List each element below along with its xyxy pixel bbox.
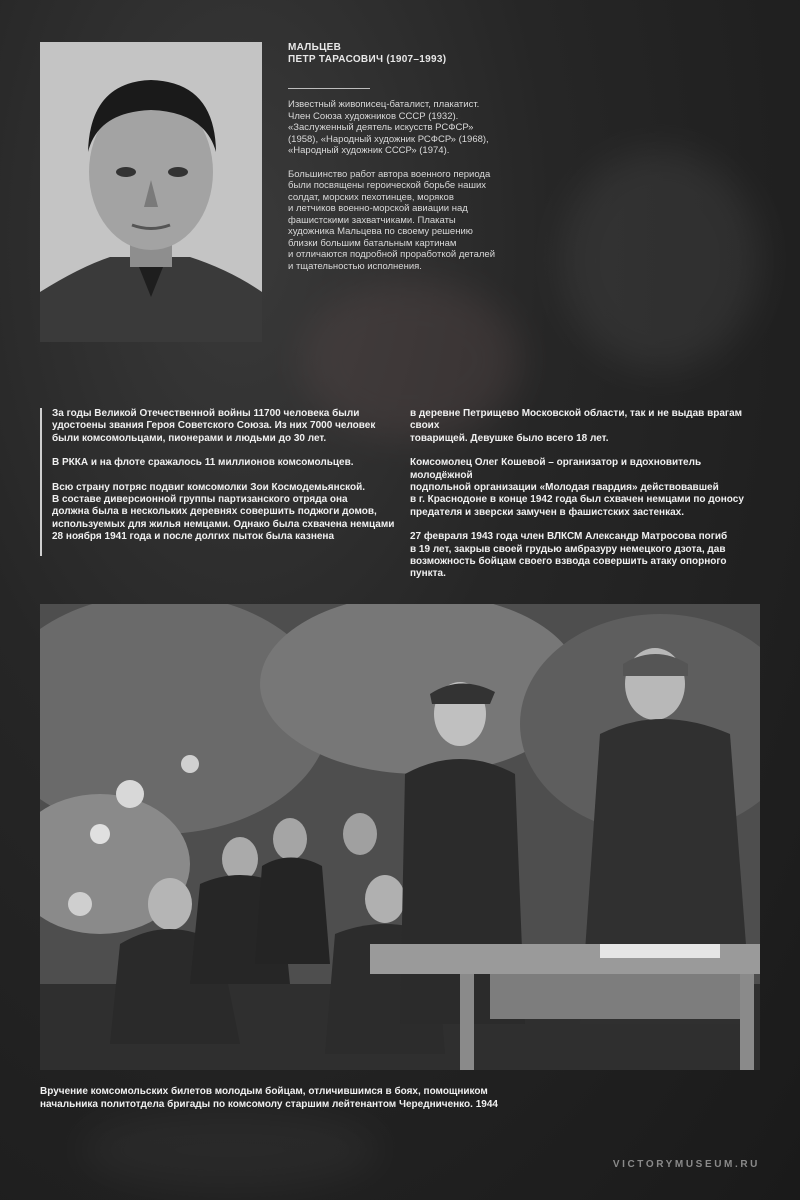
- fact-paragraph: в деревне Петрищево Московской области, так и не выдав врагам своих товарищей. Девушке было всего 18 лет.: [410, 408, 743, 444]
- background-stain: [80, 1110, 380, 1190]
- facts-column-left: [40, 408, 402, 556]
- artist-full-name: ПЕТР ТАРАСОВИЧ (1907–1993): [288, 54, 447, 65]
- komsomol-ceremony-photo: [40, 604, 760, 1070]
- photo-caption: Вручение комсомольских билетов молодым бойцам, отличившимся в боях, помощником начальника политотдела бригады по комсомолу старшим лейтенантом Чередниченко. 1944: [40, 1086, 498, 1110]
- divider: [288, 88, 370, 89]
- artist-bio: [288, 42, 518, 284]
- background-stain: [560, 150, 760, 370]
- artist-portrait-photo: [40, 42, 262, 342]
- facts-column-right: [410, 408, 762, 593]
- artist-surname: МАЛЬЦЕВ: [288, 42, 342, 53]
- fact-paragraph: Всю страну потряс подвиг комсомолки Зои Космодемьянской. В составе диверсионной группы партизанского отряда она должна была в нескольких деревнях совершить поджоги домов, используемых для жилья немцами. Однако была схвачена немцами 28 ноября 1941 года и после долгих пыток была казнена: [52, 481, 395, 543]
- fact-paragraph: В РККА и на флоте сражалось 11 миллионов комсомольцев.: [52, 457, 354, 469]
- fact-paragraph: Комсомолец Олег Кошевой – организатор и вдохновитель молодёжной подпольной организации «Молодая гвардия» действовавшей в г. Краснодоне в конце 1942 года был схвачен немцами по доносу предателя и зверски замучен в фашистских застенках.: [410, 457, 744, 518]
- fact-paragraph: 27 февраля 1943 года член ВЛКСМ Александр Матросова погиб в 19 лет, закрыв своей грудью амбразуру немецкого дзота, дав возможность бойцам своего взвода совершить атаку опорного пункта.: [410, 531, 728, 580]
- bio-paragraph-honors: Известный живописец-баталист, плакатист. Член Союза художников СССР (1932). «Заслуженный деятель искусств РСФСР» (1958), «Народный художник РСФСР» (1968), «Народный художник СССР» (1974).: [288, 99, 489, 156]
- bio-paragraph-works: Большинство работ автора военного периода были посвящены героической борьбе наших солдат, морских пехотинцев, моряков и летчиков военно-морской авиации над фашистскими захватчиками. Плакаты художника Мальцева по своему решению близки большим батальным картинам и отличаются подробной проработкой деталей и тщательностью исполнения.: [288, 168, 495, 272]
- fact-paragraph: За годы Великой Отечественной войны 11700 человека были удостоены звания Героя Советского Союза. Из них 7000 человек были комсомольцами, пионерами и людьми до 30 лет.: [52, 408, 376, 444]
- site-url[interactable]: VICTORYMUSEUM.RU: [612, 1159, 760, 1170]
